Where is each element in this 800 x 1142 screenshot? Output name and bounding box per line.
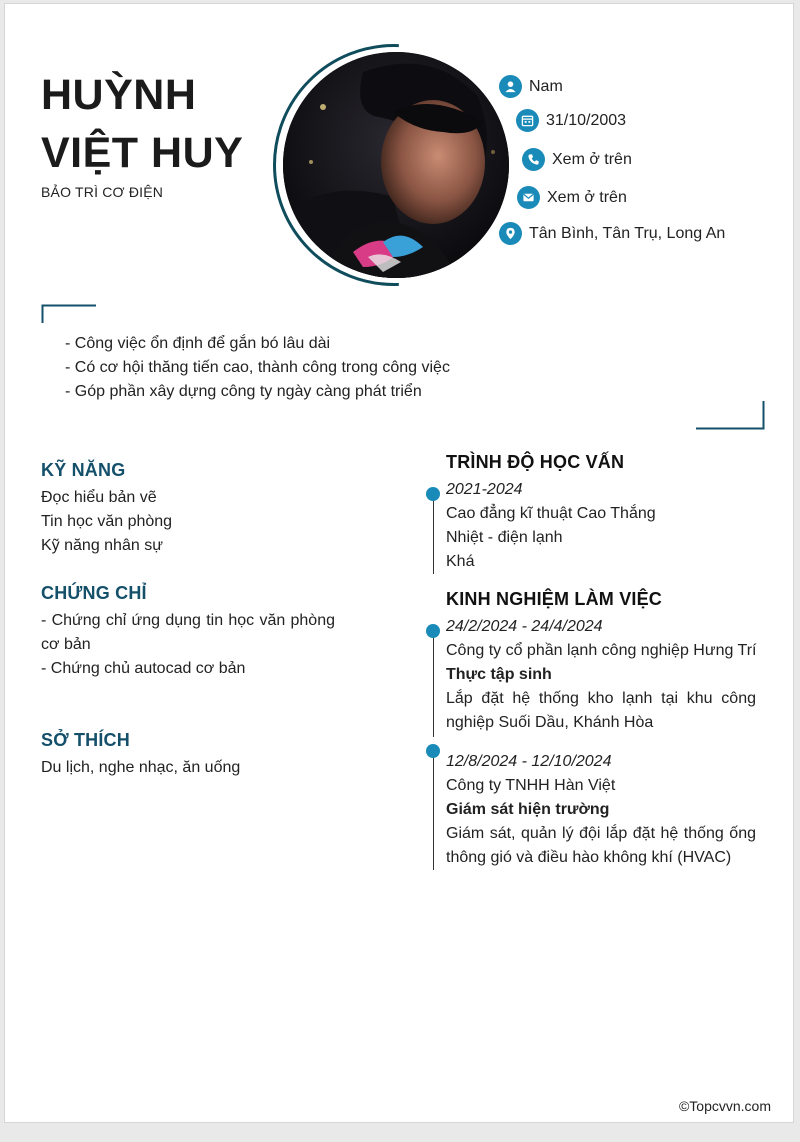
education-entry <box>446 478 756 574</box>
contact-gender <box>499 75 563 98</box>
education-period: 2021-2024 <box>446 481 523 498</box>
objective-bracket-top-left <box>41 304 97 324</box>
certificates-title: CHỨNG CHỈ <box>41 583 147 603</box>
candidate-name <box>41 66 243 182</box>
education-title: TRÌNH ĐỘ HỌC VẤN <box>446 452 625 472</box>
name-line-1: HUỲNH <box>41 71 197 119</box>
profile-photo <box>283 52 509 278</box>
skills-list <box>41 486 172 558</box>
job-company: Công ty TNHH Hàn Việt <box>446 777 616 794</box>
career-objective <box>65 332 450 404</box>
contact-value: Xem ở trên <box>552 150 632 168</box>
timeline-dot <box>426 624 440 638</box>
skill-item: Tin học văn phòng <box>41 513 173 530</box>
timeline-line <box>433 752 434 870</box>
hobbies-title: SỞ THÍCH <box>41 730 130 750</box>
experience-title: KINH NGHIỆM LÀM VIỆC <box>446 589 663 609</box>
phone-icon <box>522 148 545 171</box>
contact-email <box>517 186 627 209</box>
email-icon <box>517 186 540 209</box>
skill-item: Kỹ năng nhân sự <box>41 537 163 554</box>
experience-job <box>446 615 756 735</box>
experience-job <box>446 750 756 870</box>
job-company: Công ty cổ phần lạnh công nghiệp Hưng Trí <box>446 642 757 659</box>
contact-value: Tân Bình, Tân Trụ, Long An <box>529 224 726 242</box>
contact-value: Nam <box>529 77 563 95</box>
job-description: Lắp đặt hệ thống kho lạnh tại khu công nghiệp Suối Dầu, Khánh Hòa <box>446 690 756 731</box>
objective-line: - Có cơ hội thăng tiến cao, thành công trong công việc <box>65 359 450 376</box>
education-major: Nhiệt - điện lạnh <box>446 529 563 546</box>
contact-value: 31/10/2003 <box>546 111 627 129</box>
certificates-list <box>41 609 335 681</box>
job-position: Thực tập sinh <box>446 666 552 683</box>
name-line-2: VIỆT HUY <box>41 129 244 177</box>
timeline-line <box>433 631 434 737</box>
location-icon <box>499 222 522 245</box>
profile-photo-image <box>283 52 509 278</box>
contact-value: Xem ở trên <box>547 188 627 206</box>
footer-credit: ©Topcvvn.com <box>678 1098 771 1114</box>
skill-item: Đọc hiểu bản vẽ <box>41 489 157 506</box>
objective-line: - Góp phần xây dựng công ty ngày càng phát triển <box>65 383 422 400</box>
calendar-icon <box>516 109 539 132</box>
education-grade: Khá <box>446 553 475 570</box>
cv-page <box>4 3 794 1123</box>
timeline-dot <box>426 744 440 758</box>
user-icon <box>499 75 522 98</box>
objective-line: - Công việc ổn định để gắn bó lâu dài <box>65 335 331 352</box>
certificate-item: - Chứng chỉ ứng dụng tin học văn phòng cơ bản <box>41 612 335 653</box>
job-period: 12/8/2024 - 12/10/2024 <box>446 753 612 770</box>
contact-birthday <box>516 109 626 132</box>
contact-address <box>499 222 725 245</box>
job-position: Giám sát hiện trường <box>446 801 610 818</box>
timeline-line <box>433 494 434 574</box>
certificate-item: - Chứng chủ autocad cơ bản <box>41 660 246 677</box>
hobbies-text: Du lịch, nghe nhạc, ăn uống <box>41 759 241 776</box>
objective-bracket-bottom-right <box>695 400 765 430</box>
skills-title: KỸ NĂNG <box>41 460 126 480</box>
job-description: Giám sát, quản lý đội lắp đặt hệ thống ống thông gió và điều hào không khí (HVAC) <box>446 825 756 866</box>
job-period: 24/2/2024 - 24/4/2024 <box>446 618 603 635</box>
education-school: Cao đẳng kĩ thuật Cao Thắng <box>446 505 656 522</box>
contact-phone <box>522 148 632 171</box>
job-title: BẢO TRÌ CƠ ĐIỆN <box>41 184 164 200</box>
timeline-dot <box>426 487 440 501</box>
